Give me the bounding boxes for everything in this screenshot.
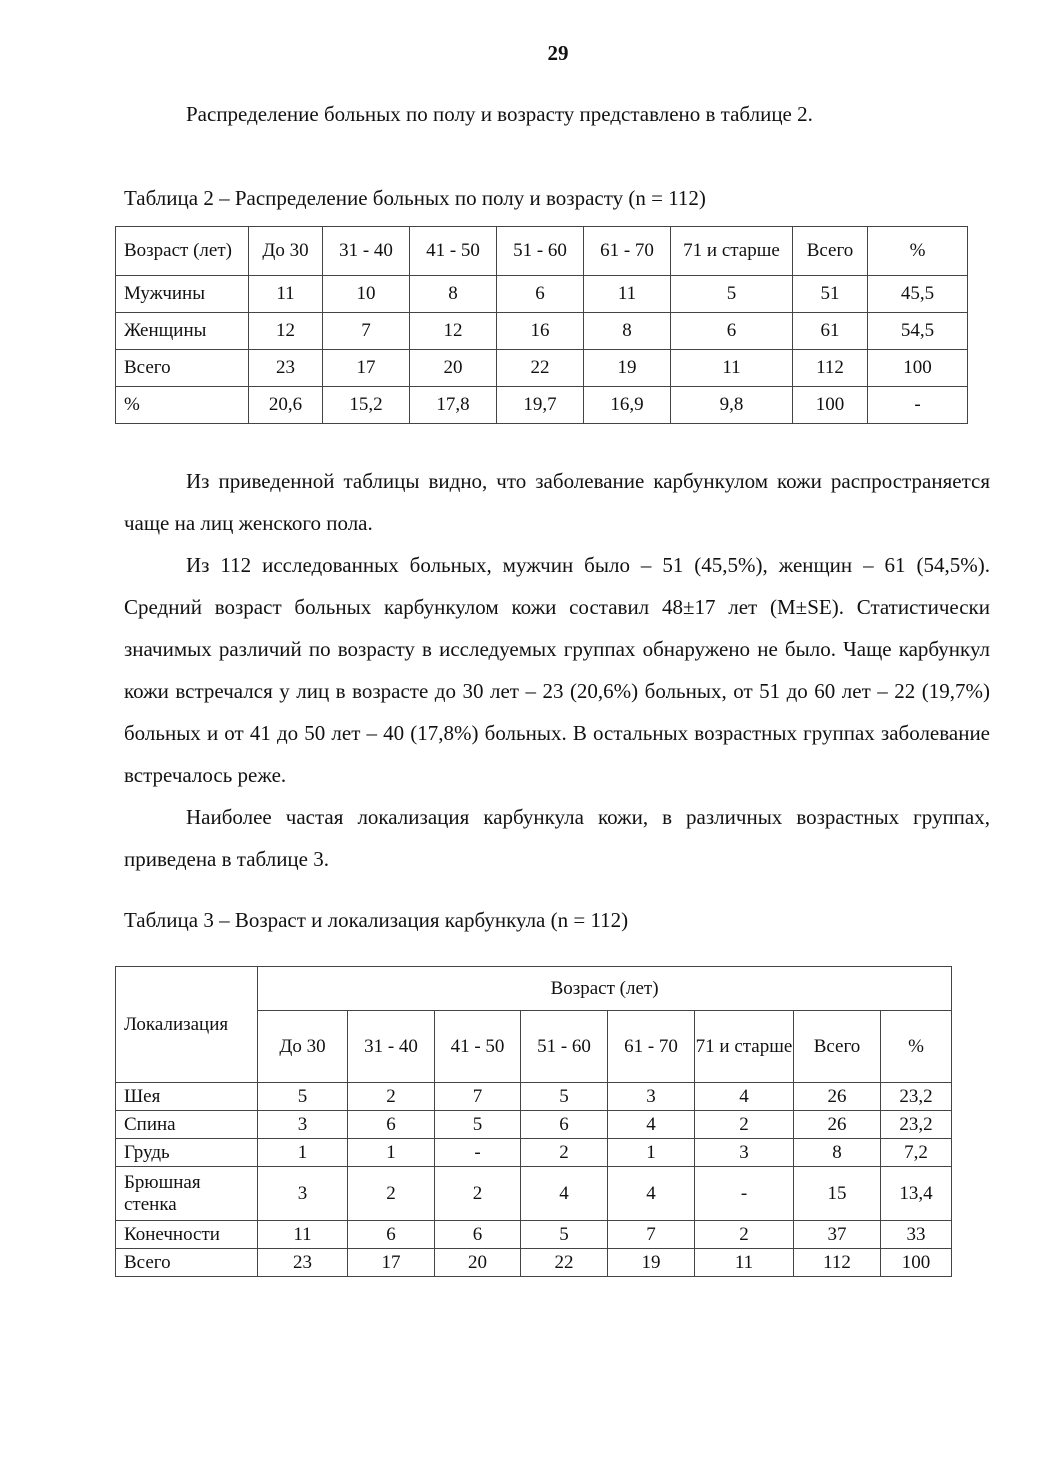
table2-cell: 11 — [249, 276, 323, 313]
table2-cell: 100 — [793, 387, 868, 424]
table2-cell: 16 — [497, 313, 584, 350]
table2-header-cell: 51 - 60 — [497, 227, 584, 276]
table2-header-cell: 71 и старше — [671, 227, 793, 276]
table3-cell: Всего — [116, 1249, 258, 1277]
paragraph: Из 112 исследованных больных, мужчин было – 51 (45,5%), женщин – 61 (54,5%). Средний возраст больных карбункулом кожи составил 48±17 лет (M±SE). Статистически значимых различий по возрасту в исследуемых группах обнаружено не было. Чаще карбункул кожи встречался у лиц в возрасте до 30 лет – 23 (20,6%) больных, от 51 до 60 лет – 22 (19,7%) больных и от 41 до 50 лет – 40 (17,8%) больных. В остальных возрастных группах заболевание встречалось реже. — [124, 553, 990, 787]
table3-cell: 6 — [435, 1221, 521, 1249]
table3-cell: 15 — [794, 1167, 881, 1221]
table3-header-cell: Всего — [794, 1011, 881, 1083]
table3 — [115, 966, 952, 1277]
table3-row — [116, 1111, 952, 1139]
table2-header-row — [116, 227, 968, 276]
table3-cell: 23,2 — [881, 1111, 952, 1139]
table2-cell: 6 — [671, 313, 793, 350]
table3-group-header: Возраст (лет) — [258, 967, 952, 1011]
table3-cell: Конечности — [116, 1221, 258, 1249]
table3-cell: 22 — [521, 1249, 608, 1277]
table2-cell: 51 — [793, 276, 868, 313]
table3-cell: - — [695, 1167, 794, 1221]
table3-group-header-row — [116, 967, 952, 1011]
table2-cell: 17,8 — [410, 387, 497, 424]
table3-cell: 1 — [348, 1139, 435, 1167]
table3-cell: 6 — [348, 1111, 435, 1139]
table2-cell: 23 — [249, 350, 323, 387]
table2-cell: 6 — [497, 276, 584, 313]
table3-cell: 13,4 — [881, 1167, 952, 1221]
table2-cell: 11 — [584, 276, 671, 313]
table3-cell: 23,2 — [881, 1083, 952, 1111]
table3-cell: 5 — [435, 1111, 521, 1139]
table2-cell: 20 — [410, 350, 497, 387]
table3-header-cell: 31 - 40 — [348, 1011, 435, 1083]
table2-cell: Женщины — [116, 313, 249, 350]
table2-cell: 15,2 — [323, 387, 410, 424]
table3-header-cell: 71 и старше — [695, 1011, 794, 1083]
table2-cell: 8 — [584, 313, 671, 350]
table3-header-cell: % — [881, 1011, 952, 1083]
table2-caption: Таблица 2 – Распределение больных по полу и возрасту (n = 112) — [124, 186, 706, 210]
table2-cell: Всего — [116, 350, 249, 387]
table3-cell: 3 — [258, 1167, 348, 1221]
table3-cell: 23 — [258, 1249, 348, 1277]
body-text — [124, 460, 990, 880]
table2-cell: 5 — [671, 276, 793, 313]
table3-header-cell: 41 - 50 — [435, 1011, 521, 1083]
table3-cell: 37 — [794, 1221, 881, 1249]
table2-cell: 54,5 — [868, 313, 968, 350]
table3-cell: 1 — [608, 1139, 695, 1167]
table3-header-cell: 61 - 70 — [608, 1011, 695, 1083]
table3-cell: 11 — [258, 1221, 348, 1249]
table3-cell: 2 — [521, 1139, 608, 1167]
table3-cell: 2 — [695, 1111, 794, 1139]
table2-header-cell: Всего — [793, 227, 868, 276]
intro-text: Распределение больных по полу и возрасту представлено в таблице 2. — [186, 102, 813, 126]
table2-cell: 8 — [410, 276, 497, 313]
table2 — [115, 226, 968, 424]
table2-cell: Мужчины — [116, 276, 249, 313]
table2-cell: 45,5 — [868, 276, 968, 313]
table3-cell: 7 — [435, 1083, 521, 1111]
table3-cell: 5 — [521, 1083, 608, 1111]
table3-cell: 26 — [794, 1083, 881, 1111]
paragraph: Из приведенной таблицы видно, что заболевание карбункулом кожи распространяется чаще на лиц женского пола. — [124, 469, 990, 535]
table3-cell: 33 — [881, 1221, 952, 1249]
table2-cell: 7 — [323, 313, 410, 350]
table3-cell: 2 — [348, 1167, 435, 1221]
table3-cell: 4 — [695, 1083, 794, 1111]
table3-row — [116, 1139, 952, 1167]
table3-cell: 3 — [608, 1083, 695, 1111]
table3-cell: 100 — [881, 1249, 952, 1277]
table3-cell: 5 — [258, 1083, 348, 1111]
table3-header-cell: 51 - 60 — [521, 1011, 608, 1083]
page-number: 29 — [547, 41, 569, 65]
table3-cell: 2 — [695, 1221, 794, 1249]
table3-cell: 5 — [521, 1221, 608, 1249]
table2-header-cell: % — [868, 227, 968, 276]
table3-cell: 1 — [258, 1139, 348, 1167]
table2-cell: 9,8 — [671, 387, 793, 424]
table3-cell: 2 — [435, 1167, 521, 1221]
table2-cell: 20,6 — [249, 387, 323, 424]
table2-cell: 112 — [793, 350, 868, 387]
table2-cell: 17 — [323, 350, 410, 387]
table2-header-cell: 41 - 50 — [410, 227, 497, 276]
table3-row-header: Локализация — [116, 967, 258, 1083]
table3-cell: 17 — [348, 1249, 435, 1277]
table3-cell: Шея — [116, 1083, 258, 1111]
table3-cell: 11 — [695, 1249, 794, 1277]
table3-cell: Спина — [116, 1111, 258, 1139]
table2-cell: 12 — [410, 313, 497, 350]
table3-header-cell: До 30 — [258, 1011, 348, 1083]
table2-row — [116, 313, 968, 350]
table2-cell: 12 — [249, 313, 323, 350]
table3-cell: 3 — [258, 1111, 348, 1139]
table2-cell: % — [116, 387, 249, 424]
table3-cell: 7,2 — [881, 1139, 952, 1167]
table3-cell: 6 — [521, 1111, 608, 1139]
table3-cell: 4 — [521, 1167, 608, 1221]
table2-header-cell: Возраст (лет) — [116, 227, 249, 276]
table3-cell: 6 — [348, 1221, 435, 1249]
table2-row — [116, 276, 968, 313]
table2-row — [116, 350, 968, 387]
table2-cell: - — [868, 387, 968, 424]
table3-cell: - — [435, 1139, 521, 1167]
table3-row — [116, 1083, 952, 1111]
table3-row — [116, 1221, 952, 1249]
table2-header-cell: 31 - 40 — [323, 227, 410, 276]
table2-cell: 100 — [868, 350, 968, 387]
table3-row — [116, 1167, 952, 1221]
table3-caption: Таблица 3 – Возраст и локализация карбункула (n = 112) — [124, 908, 629, 932]
table3-cell: 2 — [348, 1083, 435, 1111]
table2-header-cell: До 30 — [249, 227, 323, 276]
table3-cell: Брюшная стенка — [116, 1167, 258, 1221]
table3-cell: 20 — [435, 1249, 521, 1277]
table3-cell: Грудь — [116, 1139, 258, 1167]
table2-cell: 19,7 — [497, 387, 584, 424]
table3-cell: 8 — [794, 1139, 881, 1167]
table3-cell: 112 — [794, 1249, 881, 1277]
table3-cell: 7 — [608, 1221, 695, 1249]
table3-cell: 4 — [608, 1111, 695, 1139]
table2-cell: 61 — [793, 313, 868, 350]
table3-cell: 19 — [608, 1249, 695, 1277]
table2-cell: 11 — [671, 350, 793, 387]
table2-cell: 22 — [497, 350, 584, 387]
table3-row — [116, 1249, 952, 1277]
table2-cell: 10 — [323, 276, 410, 313]
table3-cell: 4 — [608, 1167, 695, 1221]
table2-header-cell: 61 - 70 — [584, 227, 671, 276]
table3-cell: 3 — [695, 1139, 794, 1167]
paragraph: Наиболее частая локализация карбункула кожи, в различных возрастных группах, приведена в таблице 3. — [124, 805, 990, 871]
table2-cell: 19 — [584, 350, 671, 387]
table2-cell: 16,9 — [584, 387, 671, 424]
table3-cell: 26 — [794, 1111, 881, 1139]
table2-row — [116, 387, 968, 424]
